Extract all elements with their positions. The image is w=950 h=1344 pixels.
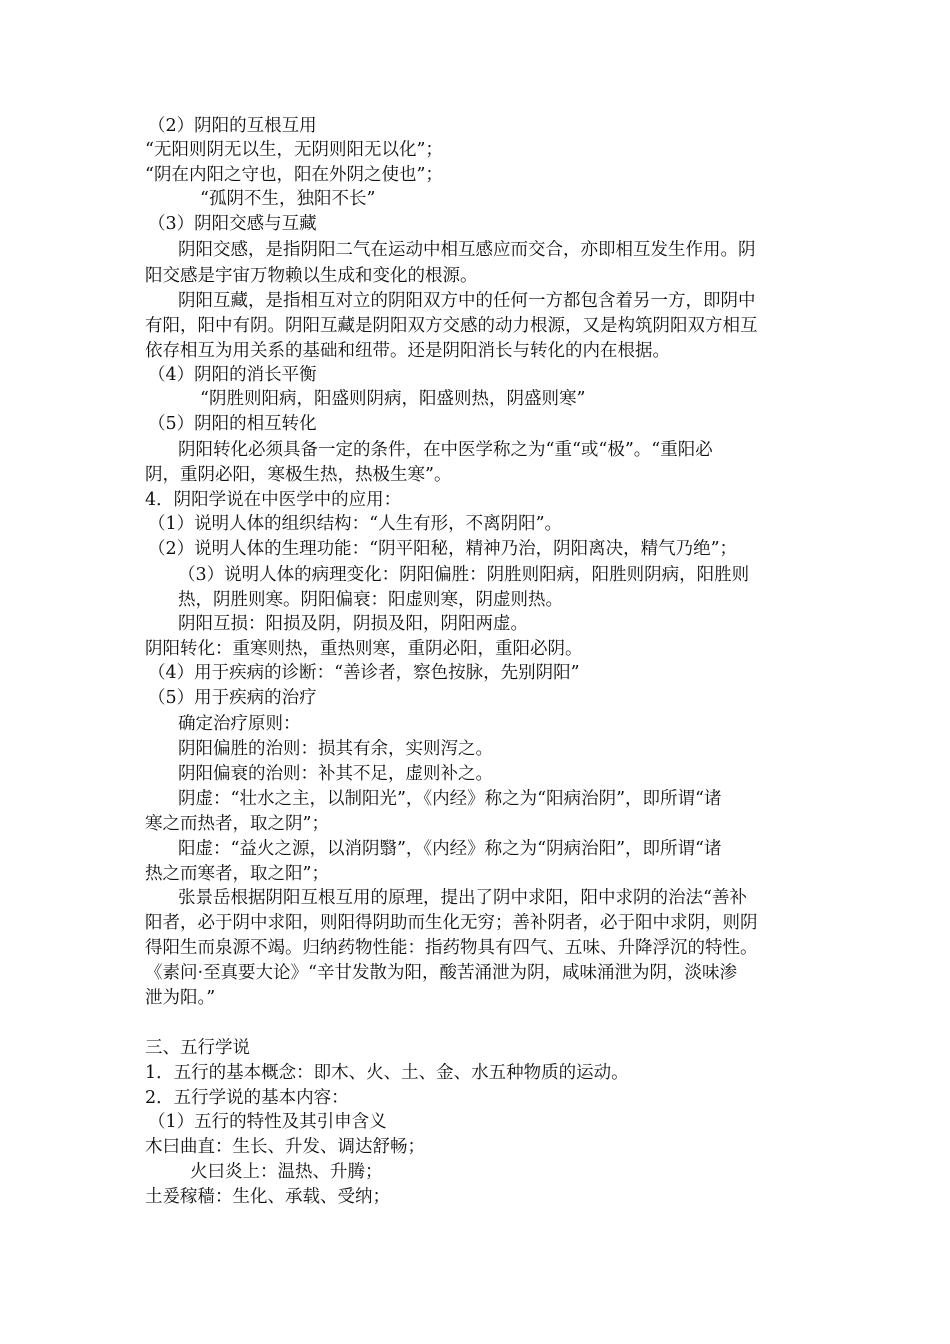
text-line: 依存相互为用关系的基础和纽带。还是阴阳消长与转化的内在根据。 [145, 341, 670, 361]
text-line: “无阳则阴无以生，无阴则阳无以化”； [145, 140, 443, 160]
text-line: 阴，重阴必阳，寒极生热，热极生寒”。 [145, 465, 452, 485]
text-line: 阴虚：“壮水之主，以制阳光”，《内经》称之为“阳病治阴”，即所谓“诸 [178, 789, 722, 809]
text-line: 确定治疗原则： [178, 714, 301, 734]
text-line: （2）说明人体的生理功能：“阴平阳秘，精神乃治，阴阳离决，精气乃绝”； [148, 539, 738, 559]
text-line: “孤阴不生，独阳不长” [200, 189, 376, 209]
text-line: 阳者，必于阴中求阳，则阳得阴助而生化无穷；善补阴者，必于阳中求阴，则阴 [145, 913, 758, 933]
text-line: 得阳生而泉源不竭。归纳药物性能：指药物具有四气、五味、升降浮沉的特性。 [145, 938, 758, 958]
text-line: （1）五行的特性及其引申含义 [148, 1112, 387, 1132]
text-line: 1．五行的基本概念：即木、火、土、金、水五种物质的运动。 [145, 1063, 629, 1083]
text-line: 阳虚：“益火之源，以消阴翳”，《内经》称之为“阴病治阳”，即所谓“诸 [178, 839, 722, 859]
text-line: 热之而寒者，取之阳”； [145, 864, 329, 884]
text-line: （3）阴阳交感与互藏 [148, 214, 317, 234]
text-line: 张景岳根据阴阳互根互用的原理，提出了阴中求阳，阳中求阴的治法“善补 [178, 888, 747, 908]
text-line: （5）阴阳的相互转化 [148, 414, 317, 434]
text-line: 热，阴胜则寒。阴阳偏衰：阳虚则寒，阴虚则热。 [178, 590, 563, 610]
text-line: 阴阳偏衰的治则：补其不足，虚则补之。 [178, 764, 493, 784]
text-line: 木曰曲直：生长、升发、调达舒畅； [145, 1137, 425, 1157]
text-line: 阴阳交感，是指阴阳二气在运动中相互感应而交合，亦即相互发生作用。阴 [178, 240, 756, 260]
text-line: 火曰炎上：温热、升腾； [190, 1162, 383, 1182]
text-line: （3）说明人体的病理变化：阴阳偏胜：阴胜则阳病，阳胜则阴病，阳胜则 [178, 565, 750, 585]
text-line: 阴阳转化：重寒则热，重热则寒，重阴必阳，重阳必阴。 [145, 639, 583, 659]
text-line: 阳交感是宇宙万物赖以生成和变化的根源。 [145, 266, 478, 286]
text-line: 土爰稼穑：生化、承载、受纳； [145, 1187, 390, 1207]
text-line: （4）用于疾病的诊断：“善诊者，察色按脉，先别阴阳” [148, 663, 580, 683]
text-line: （2）阴阳的互根互用 [148, 116, 317, 136]
text-line: （4）阴阳的消长平衡 [148, 365, 317, 385]
text-line: 阴阳转化必须具备一定的条件，在中医学称之为“重“或“极”。“重阳必 [178, 440, 713, 460]
text-line: 2．五行学说的基本内容： [145, 1088, 349, 1108]
text-line: “阴在内阳之守也，阳在外阴之使也”； [145, 165, 443, 185]
text-line: 《素问·至真要大论》“辛甘发散为阳，酸苦涌泄为阴，咸味涌泄为阴，淡味渗 [145, 963, 738, 983]
text-line: 阴阳偏胜的治则：损其有余，实则泻之。 [178, 739, 493, 759]
text-line: （1）说明人体的组织结构：“人生有形，不离阴阳”。 [148, 514, 563, 534]
section-heading: 三、五行学说 [145, 1038, 250, 1058]
text-line: 有阳，阳中有阴。阴阳互藏是阴阳双方交感的动力根源，又是构筑阴阳双方相互 [145, 316, 758, 336]
text-line: “阴胜则阳病，阳盛则阴病，阳盛则热，阴盛则寒” [200, 389, 586, 409]
text-line: 寒之而热者，取之阴”； [145, 814, 329, 834]
text-line: 泄为阳。” [145, 988, 216, 1008]
text-line: 阴阳互藏，是指相互对立的阴阳双方中的任何一方都包含着另一方，即阴中 [178, 291, 756, 311]
text-line: 4．阴阳学说在中医学中的应用： [145, 490, 402, 510]
text-line: （5）用于疾病的治疗 [148, 688, 317, 708]
text-line: 阴阳互损：阳损及阴，阴损及阳，阴阳两虚。 [178, 614, 528, 634]
